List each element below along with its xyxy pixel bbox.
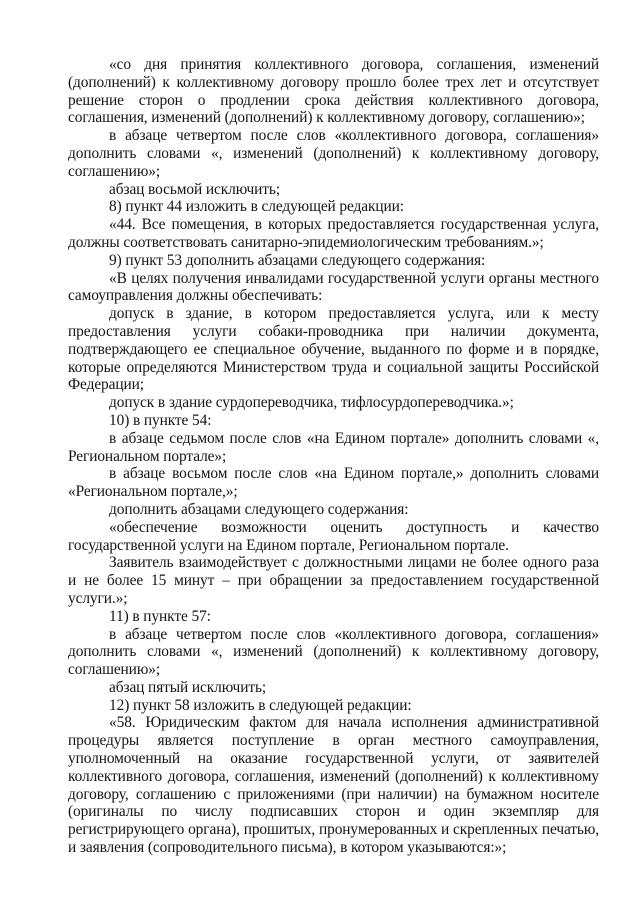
paragraph-5: «44. Все помещения, в которых предоставляется государственная услуга, должны соответствовать санитарно-эпидемиологическим требованиям.»; <box>68 216 599 251</box>
paragraph-15: Заявитель взаимодействует с должностными лицами не более одного раза и не более 15 минут – при обращении за предоставлением государственной услуги.»; <box>68 554 599 607</box>
paragraph-7: «В целях получения инвалидами государственной услуги органы местного самоуправления должны обеспечивать: <box>68 269 599 305</box>
paragraph-19: 12) пункт 58 изложить в следующей редакции: <box>109 696 412 714</box>
paragraph-17: в абзаце четвертом после слов «коллективного договора, соглашения» дополнить словами «, изменений (дополнений) к коллективному договору, соглашению»; <box>68 625 599 679</box>
paragraph-2: в абзаце четвертом после слов «коллективного договора, соглашения» дополнить словами «, изменений (дополнений) к коллективному договору, соглашению»; <box>68 127 599 180</box>
paragraph-3: абзац восьмой исключить; <box>109 180 281 198</box>
paragraph-1: «со дня принятия коллективного договора, соглашения, изменений (дополнений) к коллективному договору прошло более трех лет и отсутствует решение сторон о продлении срока действия коллективного договора, соглашения, изменений (дополнений) к коллективному договору, соглашению»; <box>68 56 599 127</box>
paragraph-13: дополнить абзацами следующего содержания: <box>109 500 409 518</box>
paragraph-6: 9) пункт 53 дополнить абзацами следующего содержания: <box>109 251 486 269</box>
paragraph-10: 10) в пункте 54: <box>109 411 212 429</box>
paragraph-20: «58. Юридическим фактом для начала исполнения административной процедуры является поступление в орган местного самоуправления, уполномоченный на оказание государственной услуги, от заявителей коллективного договора, соглашения, изменений (дополнений) к коллективному договору, соглашению с приложениями (при наличии) на бумажном носителе (оригиналы по числу подписавших сторон и один экземпляр для регистрирующего органа), прошитых, пронумерованных и скрепленных печатью, и заявления (сопроводительного письма), в котором указываются:»; <box>68 714 599 857</box>
paragraph-8: допуск в здание, в котором предоставляется услуга, или к месту предоставления услуги собаки-проводника при наличии документа, подтверждающего ее специальное обучение, выданного по форме и в порядке, которые определяются Министерством труда и социальной защиты Российской Федерации; <box>68 305 599 394</box>
paragraph-14: «обеспечение возможности оценить доступность и качество государственной услуги на Едином портале, Региональном портале. <box>68 518 599 554</box>
document-body <box>68 56 599 857</box>
paragraph-18: абзац пятый исключить; <box>109 678 267 696</box>
paragraph-16: 11) в пункте 57: <box>109 607 211 625</box>
paragraph-11: в абзаце седьмом после слов «на Едином портале» дополнить словами «, Региональном портале»; <box>68 429 599 465</box>
paragraph-12: в абзаце восьмом после слов «на Едином портале,» дополнить словами «Региональном портале,»; <box>68 465 599 501</box>
paragraph-4: 8) пункт 44 изложить в следующей редакции: <box>109 198 404 216</box>
paragraph-9: допуск в здание сурдопереводчика, тифлосурдопереводчика.»; <box>109 394 514 412</box>
